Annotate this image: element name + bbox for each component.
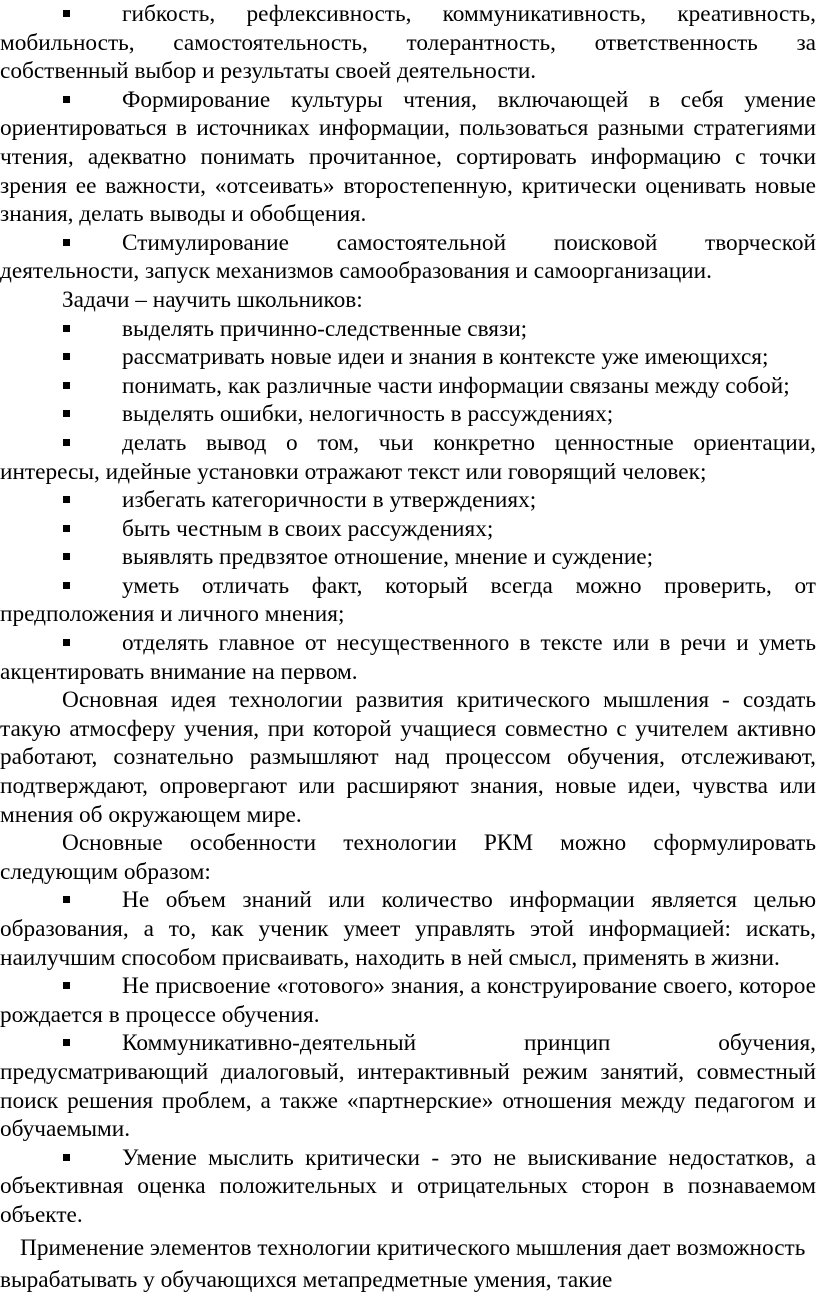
task-item-avoid-categorical: избегать категоричности в утверждениях; xyxy=(0,486,816,515)
task-item-cause-effect: выделять причинно-следственные связи; xyxy=(0,315,816,344)
task-item-fact-opinion: уметь отличать факт, который всегда можно проверить, от предположения и личного мнения; xyxy=(0,572,816,628)
task-item-errors: выделять ошибки, нелогичность в рассуждениях; xyxy=(0,400,816,429)
tasks-heading: Задачи – научить школьников: xyxy=(62,286,363,313)
bullet-item-self-education: Стимулирование самостоятельной поисковой творческой деятельности, запуск механизмов самообразования и самоорганизации. xyxy=(0,229,816,285)
main-idea-paragraph: Основная идея технологии развития критического мышления - создать такую атмосферу учения, при которой учащиеся совместно с учителем активно работают, сознательно размышляют над процессом обучения, отслеживают, подтверждают, опровергают или расширяют знания, новые идеи, чувства или мнения об окружающем мире. xyxy=(0,687,816,828)
task-item-main-idea: отделять главное от несущественного в тексте или в речи и уметь акцентировать внимание на первом. xyxy=(0,630,816,685)
features-intro-paragraph: Основные особенности технологии РКМ можно сформулировать следующим образом: xyxy=(0,830,816,885)
bullet-item-personal-qualities: гибкость, рефлексивность, коммуникативность, креативность, мобильность, самостоятельность, толерантность, ответственность за собственный выбор и результаты своей деятельности. xyxy=(0,1,816,85)
feature-item-communicative-principle: Коммуникативно-деятельный принцип обучения, предусматривающий диалоговый, интерактивный режим занятий, совместный поиск решения проблем, а также «партнерские» отношения между педагогом и обучаемыми. xyxy=(0,1030,816,1143)
feature-item-critical-thinking: Умение мыслить критически - это не выискивание недостатков, а объективная оценка положительных и отрицательных сторон в познаваемом объекте. xyxy=(0,1144,816,1228)
task-item-information-links: понимать, как различные части информации связаны между собой; xyxy=(0,372,816,401)
task-item-bias: выявлять предвзятое отношение, мнение и суждение; xyxy=(0,543,816,572)
task-item-values: делать вывод о том, чьи конкретно ценностные ориентации, интересы, идейные установки отражают текст или говорящий человек; xyxy=(0,429,816,485)
task-item-honesty: быть честным в своих рассуждениях; xyxy=(0,515,816,544)
feature-item-information-management: Не объем знаний или количество информации является целью образования, а то, как ученик умеет управлять этой информацией: искать, наилучшим способом присваивать, находить в ней смысл, применять в жизни. xyxy=(0,887,816,971)
task-item-new-ideas: рассматривать новые идеи и знания в контексте уже имеющихся; xyxy=(0,343,816,372)
bullet-item-reading-culture: Формирование культуры чтения, включающей в себя умение ориентироваться в источниках информации, пользоваться разными стратегиями чтения, адекватно понимать прочитанное, сортировать информацию с точки зрения ее важности, «отсеивать» второстепенную, критически оценивать новые знания, делать выводы и обобщения. xyxy=(0,86,816,228)
closing-paragraph: Применение элементов технологии критического мышления дает возможность вырабатывать у обучающихся метапредметные умения, такие xyxy=(0,1234,806,1293)
feature-item-knowledge-construction: Не присвоение «готового» знания, а конструирование своего, которое рождается в процессе обучения. xyxy=(0,973,816,1028)
